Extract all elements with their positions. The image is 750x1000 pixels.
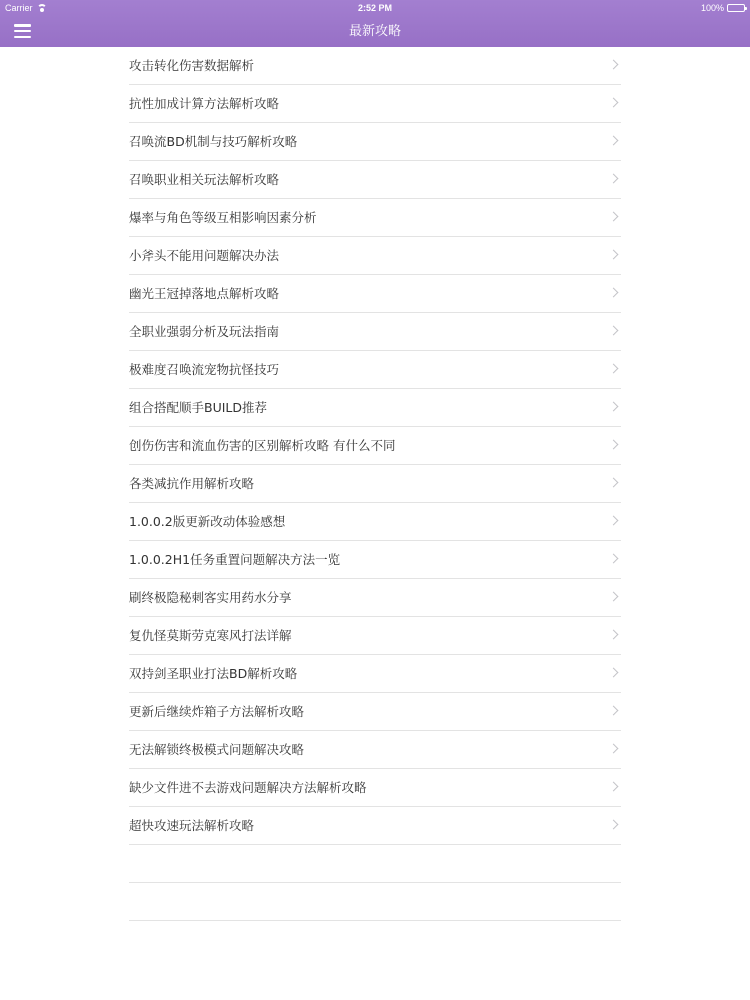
article-title: 各类减抗作用解析攻略 <box>129 476 255 491</box>
chevron-right-icon <box>609 98 619 108</box>
article-list-item[interactable] <box>129 389 621 427</box>
chevron-right-icon <box>609 630 619 640</box>
article-list-item[interactable] <box>129 731 621 769</box>
article-title: 极难度召唤流宠物抗怪技巧 <box>129 362 280 377</box>
article-list-item[interactable] <box>129 161 621 199</box>
article-title: 小斧头不能用问题解决办法 <box>129 248 280 263</box>
article-list-item[interactable] <box>129 655 621 693</box>
chevron-right-icon <box>609 212 619 222</box>
article-list-item[interactable] <box>129 123 621 161</box>
chevron-right-icon <box>609 402 619 412</box>
article-list-item[interactable] <box>129 351 621 389</box>
article-list-item[interactable] <box>129 769 621 807</box>
article-list-item[interactable] <box>129 541 621 579</box>
page-title: 最新攻略 <box>348 24 401 39</box>
battery-icon <box>727 4 745 12</box>
chevron-right-icon <box>609 668 619 678</box>
article-list-item[interactable] <box>129 313 621 351</box>
chevron-right-icon <box>609 364 619 374</box>
article-title: 更新后继续炸箱子方法解析攻略 <box>129 704 305 719</box>
chevron-right-icon <box>609 592 619 602</box>
chevron-right-icon <box>609 174 619 184</box>
status-bar <box>0 0 750 16</box>
article-title: 抗性加成计算方法解析攻略 <box>129 96 280 111</box>
article-list-item[interactable] <box>129 465 621 503</box>
chevron-right-icon <box>609 706 619 716</box>
carrier-label: Carrier <box>5 3 33 13</box>
article-list-item[interactable] <box>129 85 621 123</box>
article-title: 攻击转化伤害数据解析 <box>129 58 255 73</box>
article-list-item[interactable] <box>129 47 621 85</box>
battery-group <box>701 0 745 16</box>
battery-percentage: 100% <box>700 3 724 13</box>
article-title: 超快攻速玩法解析攻略 <box>129 818 255 833</box>
empty-row <box>129 883 621 921</box>
article-list-item[interactable] <box>129 579 621 617</box>
article-title: 召唤职业相关玩法解析攻略 <box>129 172 280 187</box>
article-title: 刷终极隐秘刺客实用药水分享 <box>129 590 292 605</box>
article-title: 缺少文件进不去游戏问题解决方法解析攻略 <box>129 780 367 795</box>
chevron-right-icon <box>609 820 619 830</box>
navigation-bar <box>0 16 750 47</box>
chevron-right-icon <box>609 60 619 70</box>
article-list-item[interactable] <box>129 427 621 465</box>
article-list-item[interactable] <box>129 807 621 845</box>
article-title: 1.0.0.2H1任务重置问题解决方法一览 <box>129 552 341 567</box>
article-title: 双持剑圣职业打法BD解析攻略 <box>129 666 298 681</box>
chevron-right-icon <box>609 440 619 450</box>
article-title: 复仇怪莫斯劳克寒风打法详解 <box>129 628 292 643</box>
chevron-right-icon <box>609 326 619 336</box>
article-list-item[interactable] <box>129 503 621 541</box>
empty-row <box>129 845 621 883</box>
chevron-right-icon <box>609 478 619 488</box>
article-title: 全职业强弱分析及玩法指南 <box>129 324 280 339</box>
article-list-item[interactable] <box>129 237 621 275</box>
article-title: 组合搭配顺手BUILD推荐 <box>129 400 268 415</box>
article-list-item[interactable] <box>129 693 621 731</box>
article-list-item[interactable] <box>129 199 621 237</box>
chevron-right-icon <box>609 288 619 298</box>
article-title: 爆率与角色等级互相影响因素分析 <box>129 210 317 225</box>
chevron-right-icon <box>609 516 619 526</box>
article-title: 无法解锁终极模式问题解决攻略 <box>129 742 305 757</box>
top-bar <box>0 0 750 47</box>
article-title: 创伤伤害和流血伤害的区别解析攻略 有什么不同 <box>129 438 396 453</box>
article-title: 幽光王冠掉落地点解析攻略 <box>129 286 280 301</box>
article-title: 召唤流BD机制与技巧解析攻略 <box>129 134 298 149</box>
chevron-right-icon <box>609 782 619 792</box>
chevron-right-icon <box>609 250 619 260</box>
chevron-right-icon <box>609 744 619 754</box>
article-list <box>129 47 621 921</box>
chevron-right-icon <box>609 136 619 146</box>
chevron-right-icon <box>609 554 619 564</box>
clock: 2:52 PM <box>357 3 392 13</box>
article-list-item[interactable] <box>129 617 621 655</box>
article-title: 1.0.0.2版更新改动体验感想 <box>129 514 286 529</box>
article-list-item[interactable] <box>129 275 621 313</box>
